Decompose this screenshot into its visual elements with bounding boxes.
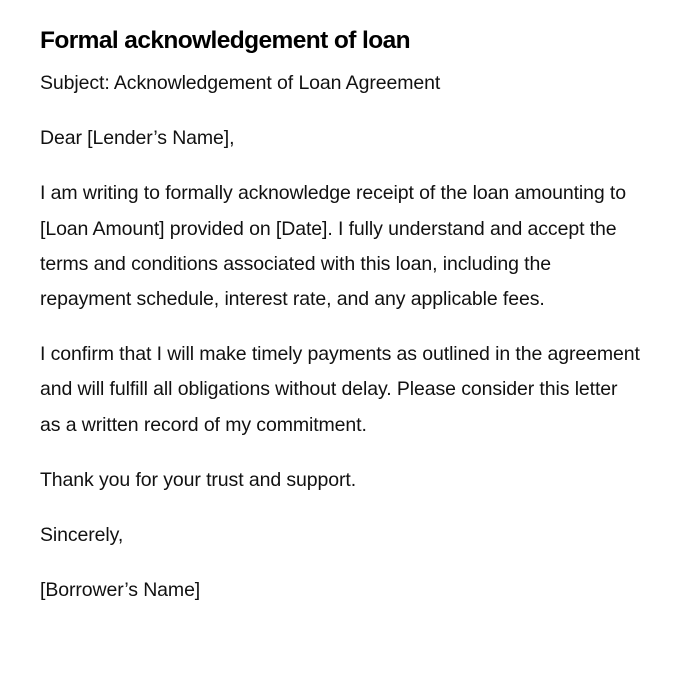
- signature: [Borrower’s Name]: [40, 579, 201, 602]
- body-paragraph-commitment: I confirm that I will make timely payments as outlined in the agreement and will fulfill all obligations without delay. Please consider this letter as a written record of my commitment.: [40, 343, 640, 436]
- subject-line: Subject: Acknowledgement of Loan Agreement: [40, 72, 441, 94]
- document-title: Formal acknowledgement of loan: [40, 27, 410, 54]
- body-paragraph-thanks: Thank you for your trust and support.: [40, 468, 357, 491]
- letter-document: [40, 24, 640, 628]
- salutation: Dear [Lender’s Name],: [40, 127, 235, 150]
- closing: Sincerely,: [40, 524, 124, 547]
- body-paragraph-acknowledgement: I am writing to formally acknowledge receipt of the loan amounting to [Loan Amount] provided on [Date]. I fully understand and accept the terms and conditions associated with this loan, including the repayment schedule, interest rate, and any applicable fees.: [40, 182, 626, 311]
